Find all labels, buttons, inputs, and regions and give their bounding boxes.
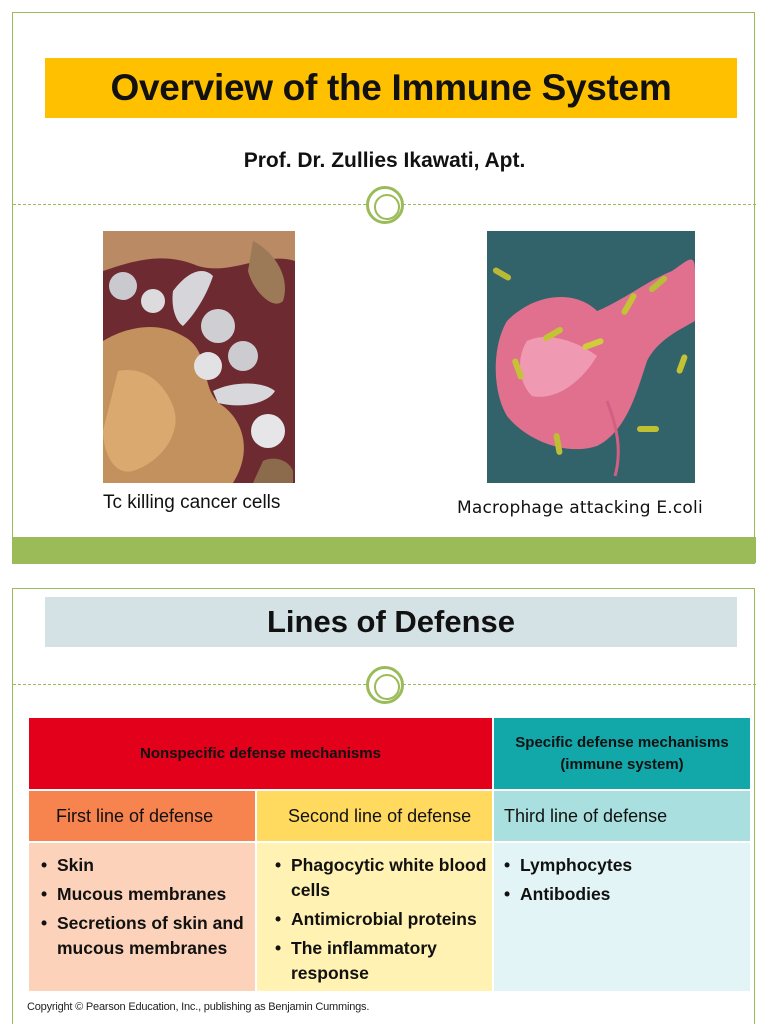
author-name: Prof. Dr. Zullies Ikawati, Apt.	[243, 149, 526, 172]
list-item: • Phagocytic white blood cells	[275, 853, 492, 903]
specific-header	[494, 718, 750, 789]
image-caption: Tc killing cancer cells	[103, 492, 281, 513]
list-item: • The inflammatory response	[275, 936, 492, 986]
title-banner	[45, 597, 737, 647]
slide-overview	[12, 12, 755, 564]
footer-bar	[13, 537, 756, 563]
divider-ring-icon	[366, 186, 404, 224]
second-line-header: Second line of defense	[257, 791, 492, 841]
specific-header-line1: Specific defense mechanisms	[515, 733, 729, 751]
list-item: • Skin	[41, 853, 255, 878]
third-line-list	[494, 843, 750, 991]
list-item: • Secretions of skin and mucous membranes	[41, 911, 255, 961]
divider-ring-icon	[366, 666, 404, 704]
list-item: • Antimicrobial proteins	[275, 907, 492, 932]
nonspecific-header-label: Nonspecific defense mechanisms	[140, 745, 381, 762]
copyright-notice: Copyright © Pearson Education, Inc., publishing as Benjamin Cummings.	[27, 1001, 370, 1013]
first-line-header: First line of defense	[29, 791, 255, 841]
slide-title: Lines of Defense	[266, 604, 516, 639]
slide-title: Overview of the Immune System	[110, 67, 672, 108]
specific-header-line2: (immune system)	[560, 755, 684, 773]
list-item: • Mucous membranes	[41, 882, 255, 907]
image-caption: Macrophage attacking E.coli	[457, 498, 703, 518]
slide-lines-of-defense	[12, 588, 755, 1024]
nonspecific-header	[29, 718, 492, 789]
first-line-list	[29, 843, 255, 991]
list-item: • Lymphocytes	[504, 853, 750, 878]
title-banner	[45, 58, 737, 118]
macrophage-photo	[487, 231, 695, 483]
tc-cells-photo	[103, 231, 295, 483]
list-item: • Antibodies	[504, 882, 750, 907]
third-line-header: Third line of defense	[494, 791, 750, 841]
second-line-list	[257, 843, 492, 991]
